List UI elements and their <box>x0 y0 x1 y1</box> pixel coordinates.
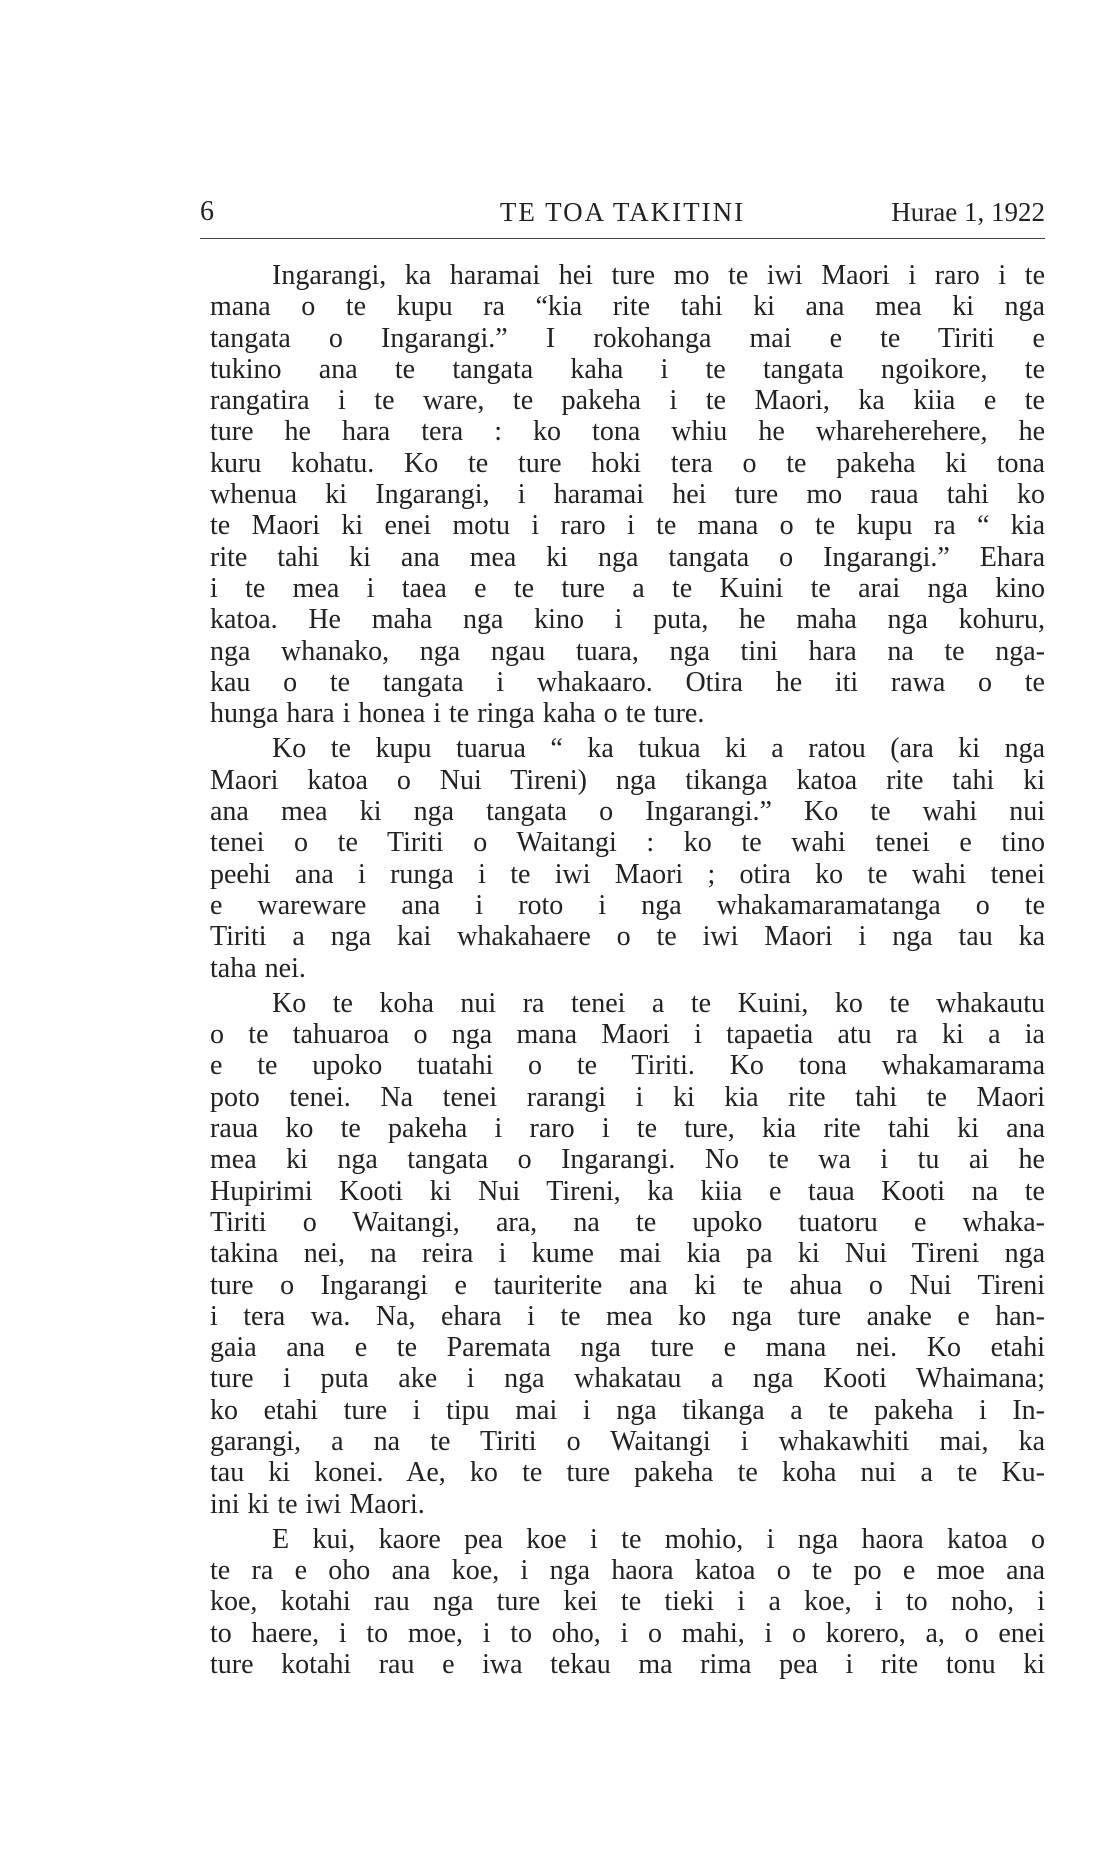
text-line: mea ki nga tangata o Ingarangi. No te wa i tu ai he <box>210 1144 1045 1176</box>
text-line: E kui, kaore pea koe i te mohio, i nga haora katoa o <box>272 1523 1045 1555</box>
text-line: Maori katoa o Nui Tireni) nga tikanga katoa rite tahi ki <box>210 764 1045 796</box>
text-line: i te mea i taea e te ture a te Kuini te arai nga kino <box>210 572 1045 604</box>
text-line: rangatira i te ware, te pakeha i te Maori, ka kiia e te <box>210 385 1045 417</box>
page-number: 6 <box>200 196 214 227</box>
text-line: takina nei, na reira i kume mai kia pa ki Nui Tireni nga <box>210 1238 1045 1270</box>
text-line: katoa. He maha nga kino i puta, he maha nga kohuru, <box>210 604 1045 636</box>
text-line: raua ko te pakeha i raro i te ture, kia rite tahi ki ana <box>210 1113 1045 1145</box>
text-line: nga whanako, nga ngau tuara, nga tini hara na te nga- <box>210 635 1045 667</box>
paragraph <box>210 1524 1045 1680</box>
body-text <box>210 260 1045 1680</box>
text-line: ana mea ki nga tangata o Ingarangi.” Ko te wahi nui <box>210 796 1045 828</box>
text-line: te ra e oho ana koe, i nga haora katoa o te po e moe ana <box>210 1555 1045 1587</box>
text-line: Ko te kupu tuarua “ ka tukua ki a ratou (ara ki nga <box>272 733 1045 765</box>
text-line: Ko te koha nui ra tenei a te Kuini, ko te whakautu <box>272 987 1045 1019</box>
text-line: gaia ana e te Paremata nga ture e mana nei. Ko etahi <box>210 1332 1045 1364</box>
text-line: mana o te kupu ra “kia rite tahi ki ana mea ki nga <box>210 291 1045 323</box>
text-line: taha nei. <box>210 952 306 984</box>
text-line: ture kotahi rau e iwa tekau ma rima pea i rite tonu ki <box>210 1649 1045 1681</box>
text-line: ini ki te iwi Maori. <box>210 1488 425 1520</box>
issue-date: Hurae 1, 1922 <box>891 197 1045 227</box>
text-line: rite tahi ki ana mea ki nga tangata o Ingarangi.” Ehara <box>210 541 1045 573</box>
paragraph <box>210 260 1045 729</box>
text-line: ture he hara tera : ko tona whiu he whareherehere, he <box>210 416 1045 448</box>
text-line: to haere, i to moe, i to oho, i o mahi, i o korero, a, o enei <box>210 1617 1045 1649</box>
text-line: hunga hara i honea i te ringa kaha o te ture. <box>210 698 705 730</box>
text-line: whenua ki Ingarangi, i haramai hei ture mo raua tahi ko <box>210 479 1045 511</box>
text-line: poto tenei. Na tenei rarangi i ki kia rite tahi te Maori <box>210 1081 1045 1113</box>
paragraph <box>210 988 1045 1520</box>
text-line: Ingarangi, ka haramai hei ture mo te iwi Maori i raro i te <box>272 260 1045 291</box>
header-rule <box>200 238 1045 239</box>
text-line: koe, kotahi rau nga ture kei te tieki i a koe, i to noho, i <box>210 1586 1045 1618</box>
text-line: e te upoko tuatahi o te Tiriti. Ko tona whakamarama <box>210 1050 1045 1082</box>
text-line: tukino ana te tangata kaha i te tangata ngoikore, te <box>210 353 1045 385</box>
text-line: garangi, a na te Tiriti o Waitangi i whakawhiti mai, ka <box>210 1425 1045 1457</box>
text-line: o te tahuaroa o nga mana Maori i tapaetia atu ra ki a ia <box>210 1019 1045 1051</box>
text-line: e wareware ana i roto i nga whakamaramatanga o te <box>210 889 1045 921</box>
text-line: te Maori ki enei motu i raro i te mana o te kupu ra “ kia <box>210 510 1045 542</box>
paragraph <box>210 733 1045 983</box>
text-line: ture i puta ake i nga whakatau a nga Kooti Whaimana; <box>210 1363 1045 1395</box>
text-line: Tiriti o Waitangi, ara, na te upoko tuatoru e whaka- <box>210 1206 1045 1238</box>
text-line: peehi ana i runga i te iwi Maori ; otira ko te wahi tenei <box>210 858 1045 890</box>
running-title: TE TOA TAKITINI <box>499 197 746 227</box>
text-line: i tera wa. Na, ehara i te mea ko nga ture anake e han- <box>210 1300 1045 1332</box>
text-line: Hupirimi Kooti ki Nui Tireni, ka kiia e taua Kooti na te <box>210 1175 1045 1207</box>
text-line: ture o Ingarangi e tauriterite ana ki te ahua o Nui Tireni <box>210 1269 1045 1301</box>
text-line: kuru kohatu. Ko te ture hoki tera o te pakeha ki tona <box>210 447 1045 479</box>
text-line: ko etahi ture i tipu mai i nga tikanga a te pakeha i In- <box>210 1394 1045 1426</box>
text-line: Tiriti a nga kai whakahaere o te iwi Maori i nga tau ka <box>210 921 1045 953</box>
running-header <box>200 192 1045 232</box>
text-line: tau ki konei. Ae, ko te ture pakeha te koha nui a te Ku- <box>210 1457 1045 1489</box>
text-line: kau o te tangata i whakaaro. Otira he iti rawa o te <box>210 666 1045 698</box>
text-line: tenei o te Tiriti o Waitangi : ko te wahi tenei e tino <box>210 827 1045 859</box>
text-line: tangata o Ingarangi.” I rokohanga mai e te Tiriti e <box>210 322 1045 354</box>
